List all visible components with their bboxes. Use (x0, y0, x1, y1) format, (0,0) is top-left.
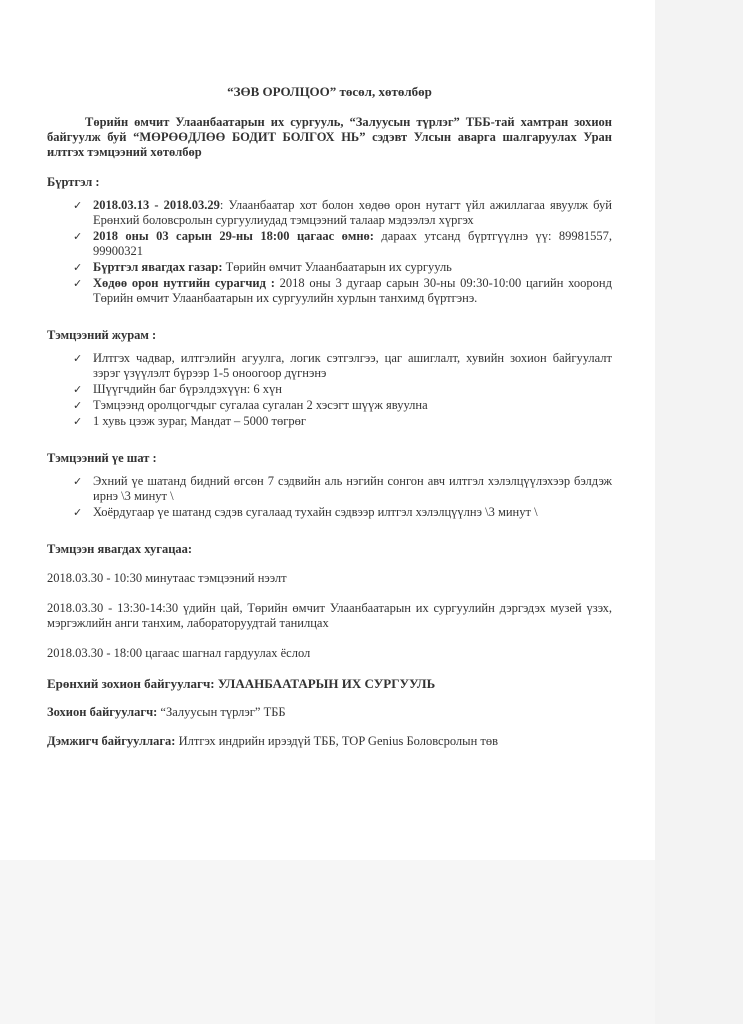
stages-list (47, 474, 612, 520)
checkmark-icon: ✓ (73, 261, 83, 274)
rules-list (47, 351, 612, 429)
schedule-heading: Тэмцээн явагдах хугацаа: (47, 542, 193, 556)
checkmark-icon: ✓ (73, 506, 83, 519)
registration-heading: Бүртгэл : (47, 175, 100, 189)
checkmark-icon: ✓ (73, 199, 83, 212)
schedule-item: 2018.03.30 - 10:30 минутаас тэмцээний нээлт (47, 571, 287, 585)
checkmark-icon: ✓ (73, 383, 83, 396)
sponsor: Дэмжигч байгууллага: Илтгэх индрийн ирээдүй ТББ, TOP Genius Боловсролын төв (47, 734, 498, 748)
checkmark-icon: ✓ (73, 415, 83, 428)
document-intro: Төрийн өмчит Улаанбаатарын их сургууль, “Залуусын түрлэг” ТББ-тай хамтран зохион байгуулж буй “МӨРӨӨДЛӨӨ БОДИТ БОЛГОХ НЬ” сэдэвт Улсын аварга шалгаруулах Уран илтгэх тэмцээний хөтөлбөр (47, 115, 612, 159)
stages-heading: Тэмцээний үе шат : (47, 451, 157, 465)
list-item: ✓ Хоёрдугаар үе шатанд сэдэв сугалаад тухайн сэдвээр илтгэл хэлэлцүүлнэ \3 минут \ (73, 505, 538, 519)
list-item: ✓ Бүртгэл явагдах газар: Төрийн өмчит Улаанбаатарын их сургууль (73, 260, 452, 274)
checkmark-icon: ✓ (73, 277, 83, 290)
scan-margin (655, 0, 743, 1024)
list-item: ✓ 2018 оны 03 сарын 29-ны 18:00 цагаас өмнө: дараах утсанд бүртгүүлнэ үү: 89981557, 99900321 (73, 229, 613, 258)
checkmark-icon: ✓ (73, 230, 83, 243)
list-item: ✓ Хөдөө орон нутгийн сурагчид : 2018 оны 3 дугаар сарын 30-ны 09:30-10:00 цагийн хооронд Төрийн өмчит Улаанбаатарын их сургуулийн хурлын танхимд бүртгэнэ. (73, 276, 612, 305)
checkmark-icon: ✓ (73, 352, 83, 365)
general-organizer: Ерөнхий зохион байгуулагч: УЛААНБААТАРЫН ИХ СУРГУУЛЬ (47, 676, 436, 691)
document-title: “ЗӨВ ОРОЛЦОО” төсөл, хөтөлбөр (227, 84, 432, 99)
list-item: ✓ 1 хувь цээж зураг, Мандат – 5000 төгрөг (73, 414, 307, 428)
checkmark-icon: ✓ (73, 475, 83, 488)
list-item: ✓ Шүүгчдийн баг бүрэлдэхүүн: 6 хүн (73, 382, 282, 396)
list-item: ✓ 2018.03.13 - 2018.03.29: Улаанбаатар хот болон хөдөө орон нутагт үйл ажиллагаа явуулж буй Ерөнхий боловсролын сургуулиудад тэмцээний талаар мэдээлэл хүргэх (73, 198, 612, 227)
list-item: ✓ Тэмцээнд оролцогчдыг сугалаа сугалан 2 хэсэгт шүүж явуулна (73, 398, 428, 412)
rules-heading: Тэмцээний журам : (47, 328, 157, 342)
registration-list (47, 198, 612, 306)
document-body (47, 84, 612, 763)
organizer: Зохион байгуулагч: “Залуусын түрлэг” ТББ (47, 705, 286, 719)
list-item: ✓ Илтгэх чадвар, илтгэлийн агуулга, логик сэтгэлгээ, цаг ашиглалт, хувийн зохион байгуулалт зэрэг үзүүлэлт бүрээр 1-5 оноогоор дүгнэнэ (73, 351, 612, 380)
checkmark-icon: ✓ (73, 399, 83, 412)
schedule-item: 2018.03.30 - 13:30-14:30 үдийн цай, Төрийн өмчит Улаанбаатарын их сургуулийн дэргэдэх музей үзэх, мэргэжлийн анги танхим, лабораторуудтай танилцах (47, 601, 612, 630)
list-item: ✓ Эхний үе шатанд бидний өгсөн 7 сэдвийн аль нэгийн сонгон авч илтгэл хэлэлцүүлэхээр бэлдэж ирнэ \3 минут \ (73, 474, 612, 503)
schedule-item: 2018.03.30 - 18:00 цагаас шагнал гардуулах ёслол (47, 646, 311, 660)
